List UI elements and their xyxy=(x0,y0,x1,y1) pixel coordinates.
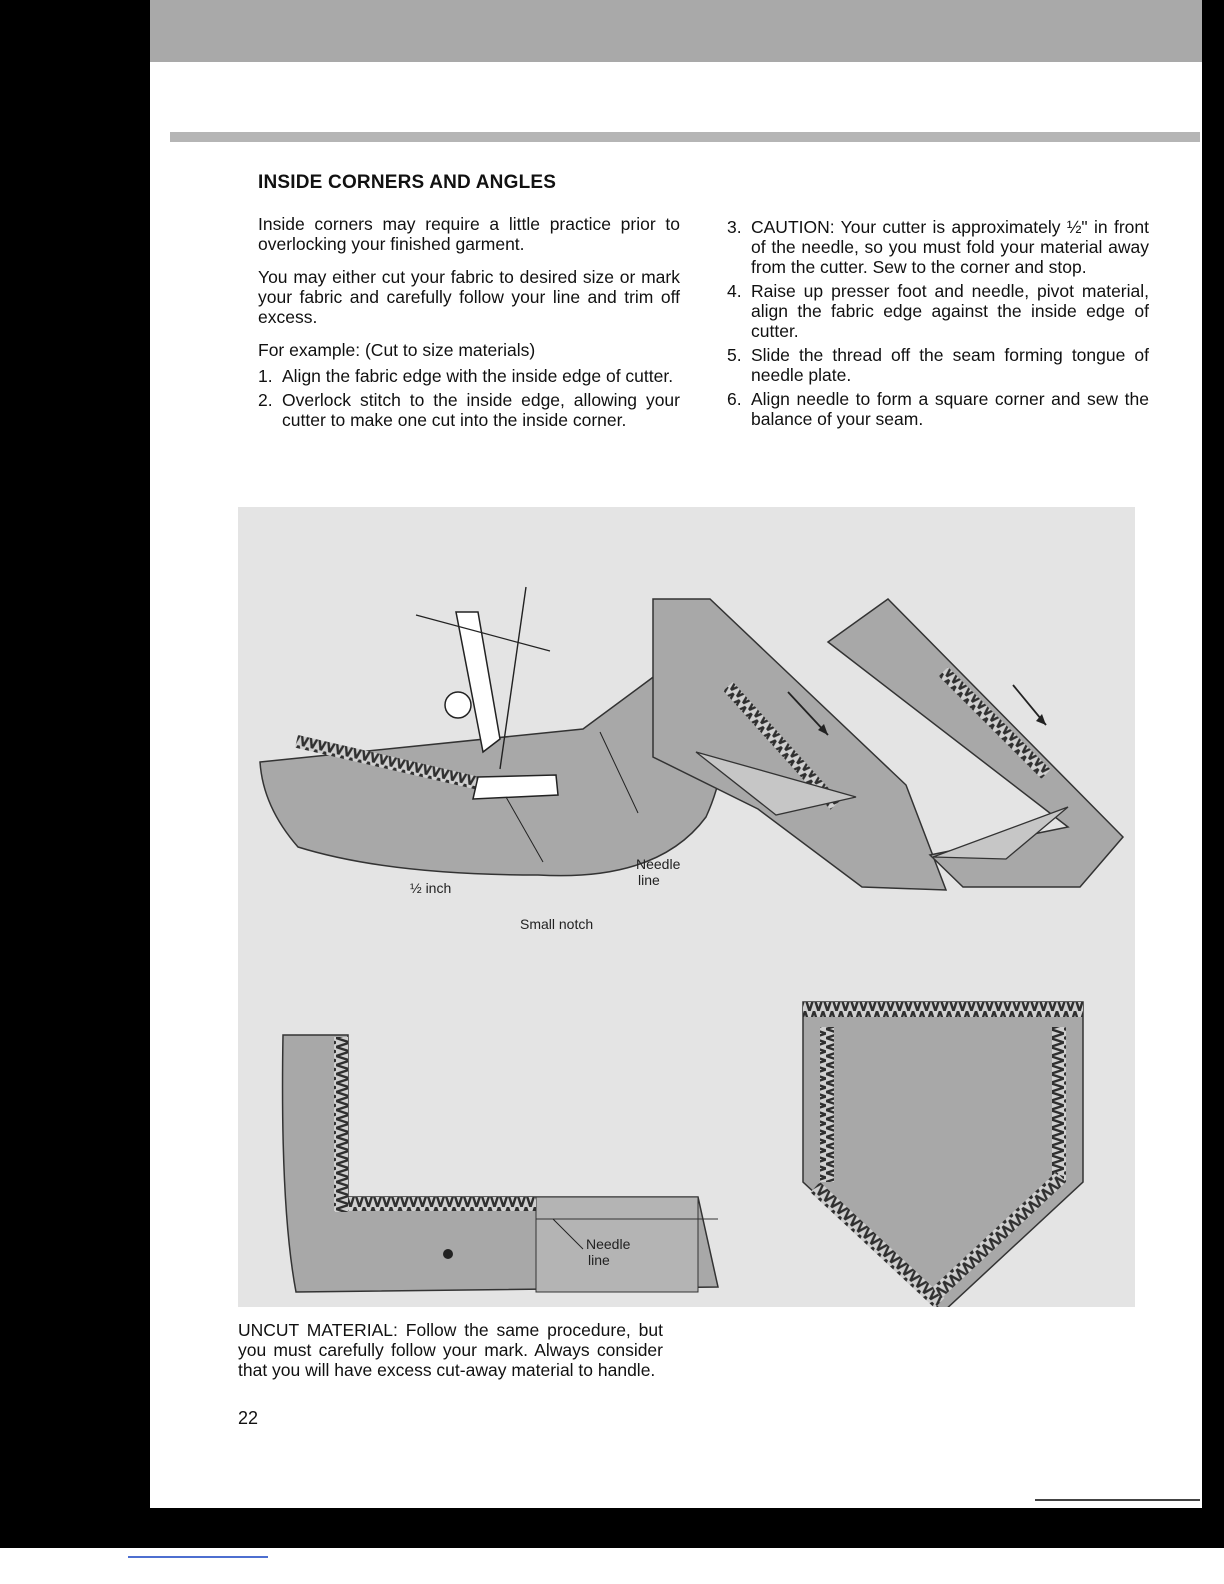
overlock-stitch-left xyxy=(820,1027,834,1182)
step-number: 6. xyxy=(727,389,742,409)
presser-foot xyxy=(473,775,558,799)
step-item xyxy=(258,390,680,430)
label-small-notch: Small notch xyxy=(520,916,594,932)
pivot-mark xyxy=(443,1249,453,1259)
step-number: 5. xyxy=(727,345,742,365)
overlock-stitch-right xyxy=(1052,1027,1066,1182)
step-number: 3. xyxy=(727,217,742,237)
step-number: 4. xyxy=(727,281,742,301)
step-item xyxy=(727,217,1149,277)
intro-paragraph: Inside corners may require a little practice prior to overlocking your finished garment. xyxy=(258,214,680,254)
method-paragraph: You may either cut your fabric to desired size or mark your fabric and carefully follow your line and trim off excess. xyxy=(258,267,680,327)
header-rule xyxy=(170,132,1200,142)
label-needle-line-1b: line xyxy=(638,872,660,888)
example-label: For example: (Cut to size materials) xyxy=(258,340,536,360)
scan-margin-bottom xyxy=(0,1548,1224,1584)
step-item xyxy=(727,281,1149,341)
right-column xyxy=(727,217,1149,433)
overlock-stitch-top xyxy=(803,1002,1083,1017)
manual-page xyxy=(150,62,1202,1508)
step-text: Overlock stitch to the inside edge, allowing your cutter to make one cut into the inside corner. xyxy=(282,390,680,430)
step-item xyxy=(727,389,1149,429)
overlock-stitch-horizontal xyxy=(348,1197,536,1211)
label-needle-line-2a: Needle xyxy=(586,1236,631,1252)
step-text: Align needle to form a square corner and sew the balance of your seam. xyxy=(751,389,1149,429)
steps-list-right xyxy=(727,217,1149,429)
scan-border-left xyxy=(0,0,150,1584)
scan-border-top xyxy=(0,0,1224,62)
step-number: 2. xyxy=(258,390,273,410)
scan-border-right xyxy=(1202,0,1224,1548)
section-title: INSIDE CORNERS AND ANGLES xyxy=(258,172,557,193)
step-item xyxy=(727,345,1149,385)
step-text: Align the fabric edge with the inside edge of cutter. xyxy=(282,366,674,386)
steps-list-left xyxy=(258,366,680,430)
label-half-inch: ½ inch xyxy=(410,880,452,896)
left-column xyxy=(258,214,680,434)
illustration-panel xyxy=(238,507,1135,1307)
label-needle-line-1a: Needle xyxy=(636,856,681,872)
scan-border-bottom xyxy=(0,1508,1224,1548)
thumb-screw xyxy=(445,692,471,718)
label-needle-line-2b: line xyxy=(588,1252,610,1268)
scan-artifact-line xyxy=(128,1556,268,1558)
step-text: Slide the thread off the seam forming tongue of needle plate. xyxy=(751,345,1149,385)
page-number: 22 xyxy=(238,1408,259,1428)
footer-rule xyxy=(1035,1499,1200,1501)
uncut-material-note: UNCUT MATERIAL: Follow the same procedure, but you must carefully follow your mark. Always consider that you will have excess cut-away material to handle. xyxy=(238,1320,663,1380)
step-number: 1. xyxy=(258,366,273,386)
overlock-stitch-vertical xyxy=(334,1037,348,1212)
step-text: Raise up presser foot and needle, pivot material, align the fabric edge against the inside edge of cutter. xyxy=(751,281,1149,341)
step-item xyxy=(258,366,680,386)
step-text: CAUTION: Your cutter is approximately ½" in front of the needle, so you must fold your material away from the cutter. Sew to the corner and stop. xyxy=(751,217,1149,277)
